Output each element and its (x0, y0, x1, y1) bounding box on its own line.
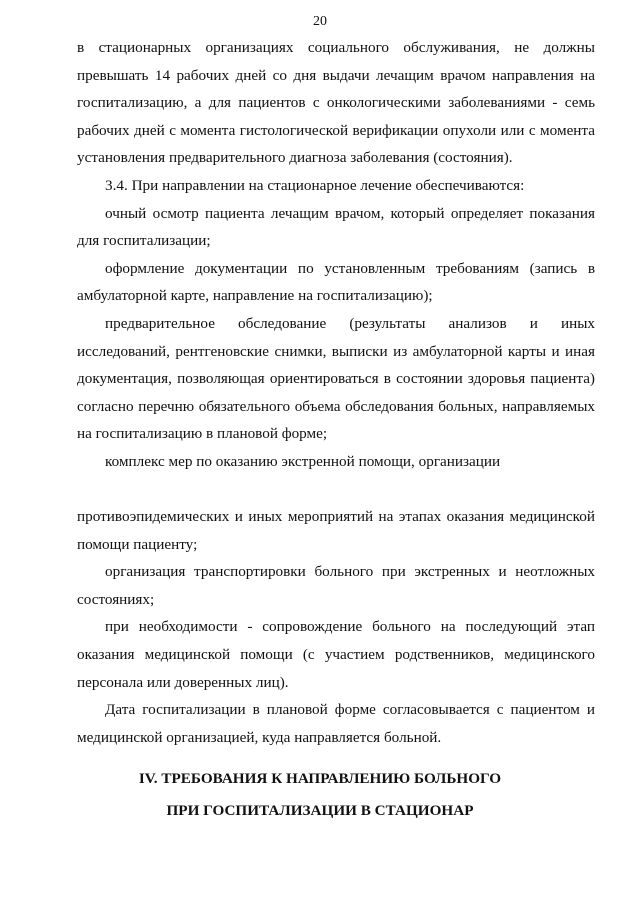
paragraph-hospitalization-date: Дата госпитализации в плановой форме согласовывается с пациентом и медицинской организацией, куда направляется больной. (77, 701, 595, 746)
paragraph-section-3-4: 3.4. При направлении на стационарное лечение обеспечиваются: (105, 176, 525, 194)
section-heading-line-2: ПРИ ГОСПИТАЛИЗАЦИИ В СТАЦИОНАР (166, 802, 474, 819)
paragraph-list-item: очный осмотр пациента лечащим врачом, который определяет показания для госпитализации; (77, 204, 595, 250)
section-heading-line-1: IV. ТРЕБОВАНИЯ К НАПРАВЛЕНИЮ БОЛЬНОГО (138, 770, 502, 787)
paragraph-list-item: предварительное обследование (результаты анализов и иных исследований, рентгеновские снимки, выписки из амбулаторной карты и иная документация, позволяющая ориентироваться в состоянии здоровья пациента) согласно перечню обязательного объема обследования больных, направляемых на госпитализацию в плановой форме; (77, 314, 595, 443)
paragraph-list-item-continuation: противоэпидемических и иных мероприятий на этапах оказания медицинской помощи пациенту; (77, 508, 595, 553)
paragraph-list-item: организация транспортировки больного при экстренных и неотложных состояниях; (77, 563, 595, 608)
page-number: 20 (313, 14, 327, 29)
document-body (77, 34, 595, 751)
paragraph-continuation: в стационарных организациях социального обслуживания, не должны превышать 14 рабочих дней со дня выдачи лечащим врачом направления на госпитализацию, а для пациентов с онкологическими заболеваниями - семь рабочих дней с момента гистологической верификации опухоли или с момента установления предварительного диагноза заболевания (состояния). (77, 39, 595, 167)
paragraph-list-item: оформление документации по установленным требованиям (запись в амбулаторной карте, направление на госпитализацию); (77, 259, 595, 305)
paragraph-list-item: при необходимости - сопровождение больного на последующий этап оказания медицинской помощи (с участием родственников, медицинского персонала или доверенных лиц). (77, 618, 595, 691)
paragraph-list-item: комплекс мер по оказанию экстренной помощи, организации (105, 452, 501, 470)
